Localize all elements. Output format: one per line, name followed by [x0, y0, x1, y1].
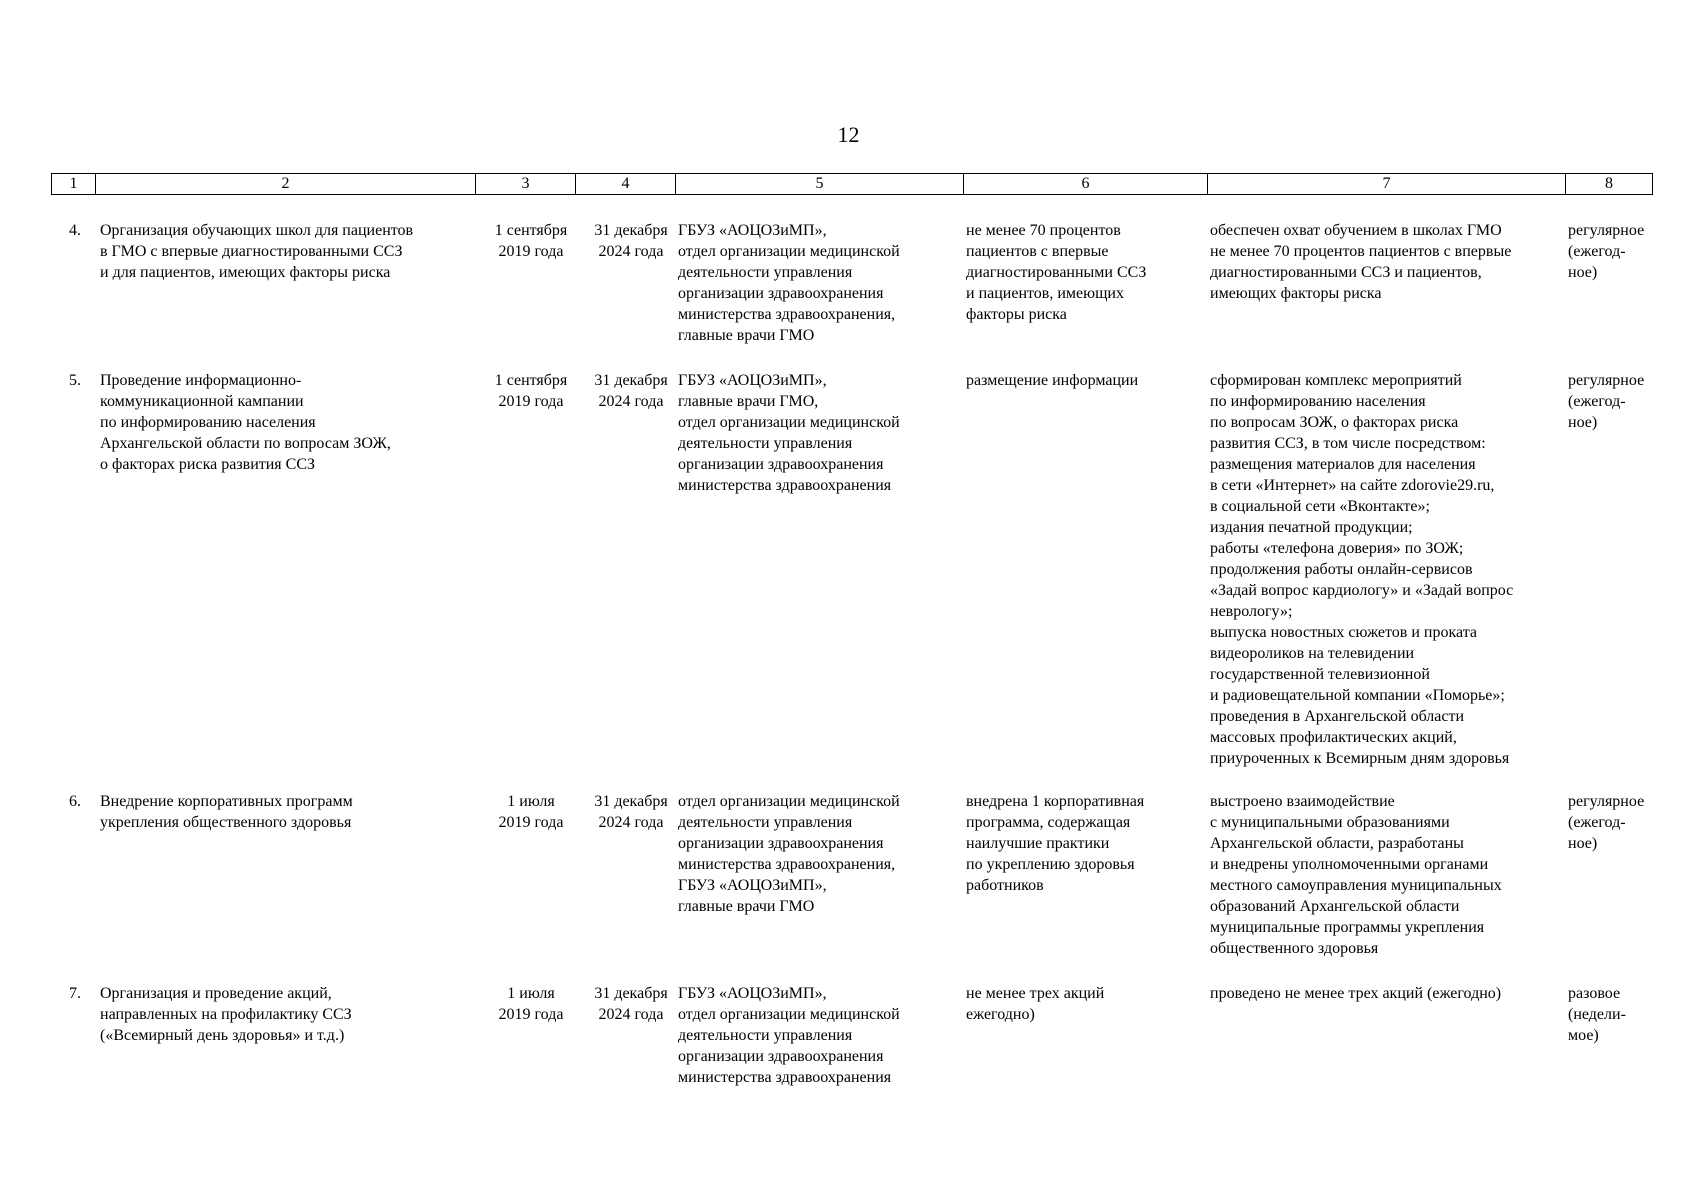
responsible-cell: отдел организации медицинской деятельности управления организации здравоохранения министерства здравоохранения, ГБУЗ «АОЦОЗиМП», главные врачи ГМО: [678, 793, 900, 915]
row-number: 7.: [69, 985, 81, 1002]
column-number-5: 5: [676, 174, 964, 195]
start-date-cell: 1 июля 2019 года: [498, 793, 564, 831]
end-date-cell: 31 декабря 2024 года: [594, 222, 668, 260]
start-date-cell: 1 сентября 2019 года: [494, 372, 568, 410]
column-number-7: 7: [1208, 174, 1566, 195]
column-header-row: [51, 173, 1653, 195]
page-number: 12: [837, 122, 860, 147]
result-cell: выстроено взаимодействие с муниципальными образованиями Архангельской области, разработаны и внедрены уполномоченными органами местного самоуправления муниципальных образований Архангельской области муниципальные программы укрепления общественного здоровья: [1210, 793, 1502, 957]
responsible-cell: ГБУЗ «АОЦОЗиМП», отдел организации медицинской деятельности управления организации здравоохранения министерства здравоохранения, главные врачи ГМО: [678, 222, 900, 344]
end-date-cell: 31 декабря 2024 года: [594, 372, 668, 410]
type-cell: регулярное (ежегод- ное): [1568, 222, 1645, 281]
column-number-2: 2: [96, 174, 476, 195]
activity-cell: Проведение информационно- коммуникационной кампании по информированию населения Архангельской области по вопросам ЗОЖ, о факторах риска развития ССЗ: [100, 372, 391, 473]
responsible-cell: ГБУЗ «АОЦОЗиМП», отдел организации медицинской деятельности управления организации здравоохранения министерства здравоохранения: [678, 985, 900, 1086]
row-number: 5.: [69, 372, 81, 389]
end-date-cell: 31 декабря 2024 года: [594, 793, 668, 831]
column-number-3: 3: [476, 174, 576, 195]
indicator-cell: не менее 70 процентов пациентов с впервые диагностированными ССЗ и пациентов, имеющих факторы риска: [966, 222, 1147, 323]
activity-cell: Внедрение корпоративных программ укрепления общественного здоровья: [100, 793, 353, 831]
indicator-cell: размещение информации: [966, 372, 1139, 389]
result-cell: сформирован комплекс мероприятий по информированию населения по вопросам ЗОЖ, о факторах риска развития ССЗ, в том числе посредством: размещения материалов для населения в сети «Интернет» на сайте zdorovie29.ru, в социальной сети «Вконтакте»; издания печатной продукции; работы «телефона доверия» по ЗОЖ; продолжения работы онлайн-сервисов «Задай вопрос кардиологу» и «Задай вопрос неврологу»; выпуска новостных сюжетов и проката видеороликов на телевидении государственной телевизионной и радиовещательной компании «Поморье»; проведения в Архангельской области массовых профилактических акций, приуроченных к Всемирным дням здоровья: [1210, 372, 1514, 767]
column-number-6: 6: [964, 174, 1208, 195]
row-number: 6.: [69, 793, 81, 810]
responsible-cell: ГБУЗ «АОЦОЗиМП», главные врачи ГМО, отдел организации медицинской деятельности управления организации здравоохранения министерства здравоохранения: [678, 372, 900, 494]
indicator-cell: внедрена 1 корпоративная программа, содержащая наилучшие практики по укреплению здоровья работников: [966, 793, 1145, 894]
type-cell: регулярное (ежегод- ное): [1568, 793, 1645, 852]
row-number: 4.: [69, 222, 81, 239]
end-date-cell: 31 декабря 2024 года: [594, 985, 668, 1023]
column-number-1: 1: [52, 174, 96, 195]
start-date-cell: 1 сентября 2019 года: [494, 222, 568, 260]
result-cell: проведено не менее трех акций (ежегодно): [1210, 985, 1502, 1002]
start-date-cell: 1 июля 2019 года: [498, 985, 564, 1023]
result-cell: обеспечен охват обучением в школах ГМО не менее 70 процентов пациентов с впервые диагностированными ССЗ и пациентов, имеющих факторы риска: [1210, 222, 1512, 302]
activity-cell: Организация и проведение акций, направленных на профилактику ССЗ («Всемирный день здоровья» и т.д.): [100, 985, 352, 1044]
column-number-8: 8: [1566, 174, 1653, 195]
column-number-4: 4: [576, 174, 676, 195]
type-cell: разовое (недели- мое): [1568, 985, 1626, 1044]
indicator-cell: не менее трех акций ежегодно): [966, 985, 1105, 1023]
type-cell: регулярное (ежегод- ное): [1568, 372, 1645, 431]
activity-cell: Организация обучающих школ для пациентов в ГМО с впервые диагностированными ССЗ и для пациентов, имеющих факторы риска: [100, 222, 414, 281]
